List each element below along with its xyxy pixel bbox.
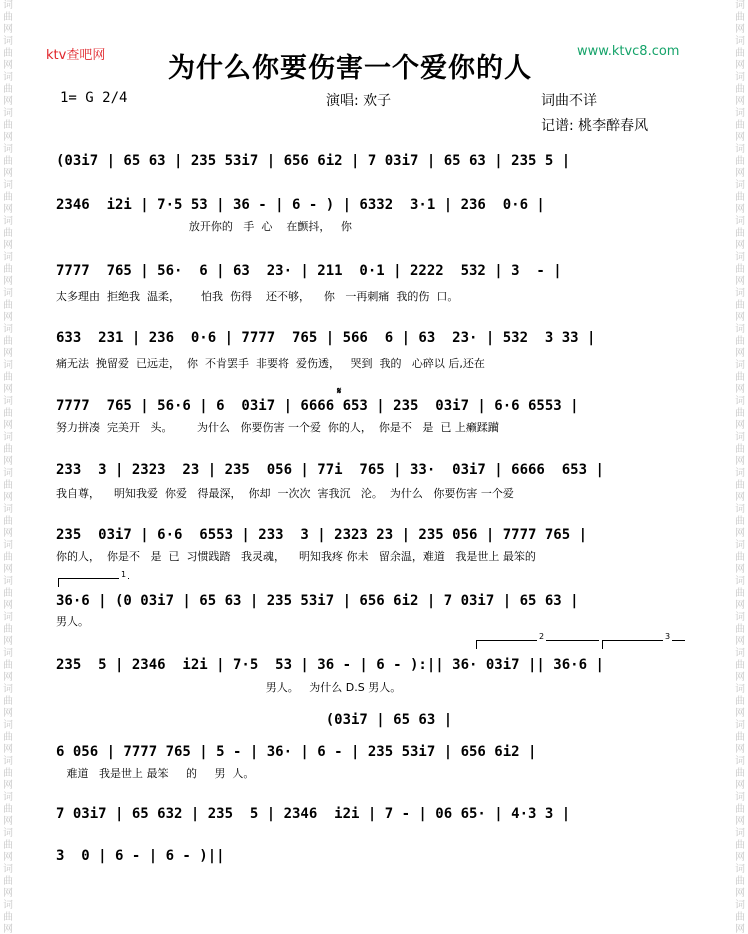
watermark-glyph: 网 <box>735 420 745 431</box>
watermark-glyph: 词 <box>3 792 13 803</box>
watermark-glyph: 网 <box>735 276 745 287</box>
score-line: (03i7 | 65 63 | 235 53i7 | 656 6i2 | 7 03i7 | 65 63 | 235 5 | <box>56 153 571 169</box>
lyric-line: 我自尊， 明知我爱 你爱 得最深， 你却 一次次 害我沉 沦。 为什么 你要伤害 一个爱 <box>56 487 514 500</box>
watermark-glyph: 曲 <box>735 264 745 275</box>
watermark-glyph: 词 <box>3 540 13 551</box>
watermark-glyph: 网 <box>3 348 13 359</box>
watermark-glyph: 词 <box>735 756 745 767</box>
watermark-glyph: 曲 <box>735 696 745 707</box>
watermark-glyph: 词 <box>735 900 745 911</box>
score-line: 7777 765 | 56·6 | 6 03i7 | 6666 653 | 235 03i7 | 6·6 6553 | <box>56 398 579 414</box>
watermark-glyph: 网 <box>3 60 13 71</box>
score-line: 235 03i7 | 6·6 6553 | 233 3 | 2323 23 | 235 056 | 7777 765 | <box>56 527 588 543</box>
watermark-glyph: 词 <box>735 72 745 83</box>
watermark-glyph: 词 <box>735 360 745 371</box>
watermark-glyph: 词 <box>735 576 745 587</box>
watermark-glyph: 词 <box>3 72 13 83</box>
watermark-glyph: 曲 <box>3 156 13 167</box>
notator: 记谱: 桃李醉春风 <box>541 118 649 134</box>
watermark-left <box>0 0 16 934</box>
watermark-glyph: 曲 <box>3 12 13 23</box>
watermark-glyph: 词 <box>735 648 745 659</box>
watermark-glyph: 网 <box>735 24 745 35</box>
watermark-glyph: 曲 <box>3 624 13 635</box>
watermark-glyph: 曲 <box>735 408 745 419</box>
watermark-glyph: 网 <box>3 240 13 251</box>
watermark-glyph: 网 <box>735 744 745 755</box>
watermark-glyph: 网 <box>735 816 745 827</box>
watermark-glyph: 词 <box>3 324 13 335</box>
song-title: 为什么你要伤害一个爱你的人 <box>168 53 532 84</box>
watermark-glyph: 曲 <box>735 228 745 239</box>
score-line: 2346 i2i | 7·5 53 | 36 - | 6 - ) | 6332 3·1 | 236 0·6 | <box>56 197 545 213</box>
watermark-right <box>732 0 748 934</box>
watermark-glyph: 网 <box>735 636 745 647</box>
watermark-glyph: 曲 <box>735 912 745 923</box>
watermark-glyph: 词 <box>735 720 745 731</box>
lyric-line: 男人。 为什么 D.S 男人。 <box>56 681 402 694</box>
lyric-line: 放开你的 手 心 在颤抖， 你 <box>56 220 352 233</box>
watermark-glyph: 词 <box>3 504 13 515</box>
singer: 演唱: 欢子 <box>326 93 392 109</box>
watermark-glyph: 词 <box>735 36 745 47</box>
watermark-glyph: 词 <box>3 360 13 371</box>
score-line: 233 3 | 2323 23 | 235 056 | 77i 765 | 33· 03i7 | 6666 653 | <box>56 462 604 478</box>
watermark-glyph: 词 <box>735 612 745 623</box>
watermark-glyph: 曲 <box>3 840 13 851</box>
watermark-glyph: 网 <box>3 780 13 791</box>
volta-label: 1 <box>121 570 127 579</box>
watermark-glyph: 曲 <box>735 444 745 455</box>
watermark-glyph: 词 <box>735 504 745 515</box>
watermark-glyph: 网 <box>735 708 745 719</box>
watermark-glyph: 网 <box>3 456 13 467</box>
watermark-glyph: 曲 <box>735 300 745 311</box>
key-signature: 1= G 2/4 <box>60 90 128 106</box>
watermark-glyph: 网 <box>735 600 745 611</box>
watermark-glyph: 网 <box>735 132 745 143</box>
watermark-glyph: 词 <box>3 756 13 767</box>
author: 词曲不详 <box>541 93 597 109</box>
watermark-glyph: 网 <box>3 852 13 863</box>
score-line: 7777 765 | 56· 6 | 63 23· | 211 0·1 | 2222 532 | 3 - | <box>56 263 562 279</box>
watermark-glyph: 曲 <box>735 768 745 779</box>
watermark-glyph: 网 <box>3 600 13 611</box>
watermark-glyph: 词 <box>3 144 13 155</box>
volta-bracket-1 <box>58 570 129 587</box>
watermark-glyph: 曲 <box>3 732 13 743</box>
score-line: 633 231 | 236 0·6 | 7777 765 | 566 6 | 63 23· | 532 3 33 | <box>56 330 596 346</box>
watermark-glyph: 曲 <box>3 372 13 383</box>
watermark-glyph: 网 <box>735 384 745 395</box>
watermark-glyph: 曲 <box>3 300 13 311</box>
watermark-glyph: 词 <box>3 108 13 119</box>
watermark-glyph: 词 <box>735 0 745 11</box>
watermark-glyph: 词 <box>735 792 745 803</box>
score-line: 7 03i7 | 65 632 | 235 5 | 2346 i2i | 7 - | 06 65· | 4·3 3 | <box>56 806 571 822</box>
watermark-glyph: 网 <box>3 168 13 179</box>
watermark-glyph: 曲 <box>3 768 13 779</box>
volta-label: 2 <box>539 632 545 641</box>
watermark-glyph: 词 <box>3 252 13 263</box>
watermark-glyph: 曲 <box>3 444 13 455</box>
watermark-glyph: 曲 <box>735 588 745 599</box>
watermark-glyph: 网 <box>3 564 13 575</box>
watermark-glyph: 曲 <box>735 372 745 383</box>
score-line: 6 056 | 7777 765 | 5 - | 36· | 6 - | 235 53i7 | 656 6i2 | <box>56 744 537 760</box>
watermark-glyph: 曲 <box>3 552 13 563</box>
lyric-line: 你的人， 你是不 是 已 习惯践踏 我灵魂， 明知我疼 你未 留余温，难道 我是世上 最笨的 <box>56 550 536 563</box>
watermark-glyph: 网 <box>735 924 745 934</box>
watermark-glyph: 词 <box>3 900 13 911</box>
watermark-glyph: 网 <box>3 96 13 107</box>
watermark-glyph: 网 <box>3 888 13 899</box>
watermark-glyph: 词 <box>735 864 745 875</box>
watermark-glyph: 网 <box>3 204 13 215</box>
watermark-glyph: 词 <box>3 684 13 695</box>
watermark-glyph: 曲 <box>3 264 13 275</box>
watermark-glyph: 词 <box>735 324 745 335</box>
volta-bracket-2 <box>476 632 599 649</box>
watermark-glyph: 词 <box>3 432 13 443</box>
score-line: (03i7 | 65 63 | <box>56 712 453 728</box>
watermark-glyph: 网 <box>735 60 745 71</box>
watermark-glyph: 网 <box>3 816 13 827</box>
watermark-glyph: 网 <box>3 276 13 287</box>
watermark-glyph: 曲 <box>735 12 745 23</box>
watermark-glyph: 曲 <box>3 480 13 491</box>
watermark-glyph: 曲 <box>3 192 13 203</box>
lyric-line: 难道 我是世上 最笨 的 男 人。 <box>56 767 255 780</box>
watermark-glyph: 词 <box>735 108 745 119</box>
watermark-glyph: 词 <box>735 468 745 479</box>
watermark-glyph: 词 <box>3 828 13 839</box>
watermark-glyph: 网 <box>735 780 745 791</box>
watermark-glyph: 词 <box>3 36 13 47</box>
watermark-glyph: 词 <box>3 288 13 299</box>
segno-sign: 𝄋 <box>337 386 342 397</box>
watermark-glyph: 网 <box>735 852 745 863</box>
watermark-glyph: 曲 <box>3 660 13 671</box>
watermark-glyph: 网 <box>3 420 13 431</box>
watermark-glyph: 网 <box>735 492 745 503</box>
watermark-glyph: 网 <box>3 672 13 683</box>
watermark-glyph: 曲 <box>735 156 745 167</box>
watermark-glyph: 曲 <box>735 516 745 527</box>
watermark-glyph: 词 <box>3 0 13 11</box>
watermark-glyph: 网 <box>735 564 745 575</box>
watermark-glyph: 曲 <box>735 876 745 887</box>
watermark-glyph: 网 <box>3 636 13 647</box>
watermark-glyph: 曲 <box>735 624 745 635</box>
score-line: 3 0 | 6 - | 6 - )|| <box>56 848 225 864</box>
volta-bracket-3 <box>602 632 685 649</box>
watermark-glyph: 网 <box>735 672 745 683</box>
watermark-glyph: 网 <box>3 384 13 395</box>
watermark-glyph: 词 <box>735 540 745 551</box>
watermark-glyph: 曲 <box>735 840 745 851</box>
watermark-glyph: 曲 <box>735 552 745 563</box>
watermark-glyph: 网 <box>735 456 745 467</box>
watermark-glyph: 网 <box>735 240 745 251</box>
watermark-glyph: 网 <box>735 528 745 539</box>
watermark-glyph: 网 <box>3 528 13 539</box>
watermark-glyph: 词 <box>735 180 745 191</box>
watermark-glyph: 曲 <box>3 84 13 95</box>
watermark-glyph: 曲 <box>3 48 13 59</box>
watermark-glyph: 词 <box>735 684 745 695</box>
watermark-glyph: 词 <box>3 468 13 479</box>
watermark-glyph: 网 <box>3 24 13 35</box>
watermark-glyph: 曲 <box>3 516 13 527</box>
watermark-glyph: 词 <box>3 612 13 623</box>
watermark-glyph: 词 <box>3 576 13 587</box>
watermark-glyph: 词 <box>735 288 745 299</box>
watermark-glyph: 词 <box>3 396 13 407</box>
watermark-glyph: 词 <box>3 864 13 875</box>
watermark-glyph: 词 <box>735 144 745 155</box>
watermark-glyph: 曲 <box>735 732 745 743</box>
watermark-glyph: 网 <box>3 492 13 503</box>
watermark-glyph: 词 <box>3 180 13 191</box>
lyric-line: 太多理由 拒绝我 温柔， 怕我 伤得 还不够， 你 一再刺痛 我的伤 口。 <box>56 290 459 303</box>
volta-label: 3 <box>665 632 671 641</box>
watermark-glyph: 网 <box>3 924 13 934</box>
watermark-glyph: 曲 <box>3 912 13 923</box>
watermark-glyph: 曲 <box>3 228 13 239</box>
watermark-glyph: 网 <box>735 888 745 899</box>
watermark-glyph: 词 <box>735 396 745 407</box>
watermark-glyph: 曲 <box>735 120 745 131</box>
watermark-glyph: 词 <box>735 216 745 227</box>
watermark-glyph: 词 <box>3 648 13 659</box>
watermark-glyph: 网 <box>735 348 745 359</box>
watermark-glyph: 曲 <box>3 696 13 707</box>
watermark-glyph: 网 <box>735 204 745 215</box>
watermark-glyph: 曲 <box>3 876 13 887</box>
watermark-glyph: 词 <box>735 252 745 263</box>
lyric-line: 努力拼凑 完美开 头。 为什么 你要伤害 一个爱 你的人， 你是不 是 已 上癞蹂躏 <box>56 421 499 434</box>
watermark-glyph: 网 <box>3 744 13 755</box>
score-line: 235 5 | 2346 i2i | 7·5 53 | 36 - | 6 - ):|| 36· 03i7 || 36·6 | <box>56 657 604 673</box>
watermark-glyph: 网 <box>735 168 745 179</box>
watermark-glyph: 网 <box>3 708 13 719</box>
watermark-glyph: 曲 <box>735 84 745 95</box>
watermark-glyph: 网 <box>735 312 745 323</box>
lyric-line: 痛无法 挽留爱 已远走， 你 不肯罢手 非要将 爱伤透， 哭到 我的 心碎以 后,还在 <box>56 357 485 370</box>
site-url[interactable]: www.ktvc8.com <box>577 44 680 59</box>
watermark-glyph: 曲 <box>735 480 745 491</box>
watermark-glyph: 曲 <box>735 48 745 59</box>
watermark-glyph: 曲 <box>735 660 745 671</box>
watermark-glyph: 词 <box>3 720 13 731</box>
watermark-glyph: 词 <box>3 216 13 227</box>
site-logo-left[interactable]: ktv查吧网 <box>46 48 106 63</box>
score-line: 36·6 | (0 03i7 | 65 63 | 235 53i7 | 656 6i2 | 7 03i7 | 65 63 | <box>56 593 579 609</box>
watermark-glyph: 曲 <box>3 120 13 131</box>
lyric-line: 男人。 <box>56 615 89 628</box>
watermark-glyph: 曲 <box>735 804 745 815</box>
watermark-glyph: 曲 <box>3 588 13 599</box>
watermark-glyph: 词 <box>735 828 745 839</box>
watermark-glyph: 曲 <box>3 336 13 347</box>
watermark-glyph: 曲 <box>3 804 13 815</box>
watermark-glyph: 网 <box>735 96 745 107</box>
watermark-glyph: 网 <box>3 132 13 143</box>
watermark-glyph: 网 <box>3 312 13 323</box>
watermark-glyph: 曲 <box>3 408 13 419</box>
watermark-glyph: 曲 <box>735 192 745 203</box>
watermark-glyph: 曲 <box>735 336 745 347</box>
watermark-glyph: 词 <box>735 432 745 443</box>
